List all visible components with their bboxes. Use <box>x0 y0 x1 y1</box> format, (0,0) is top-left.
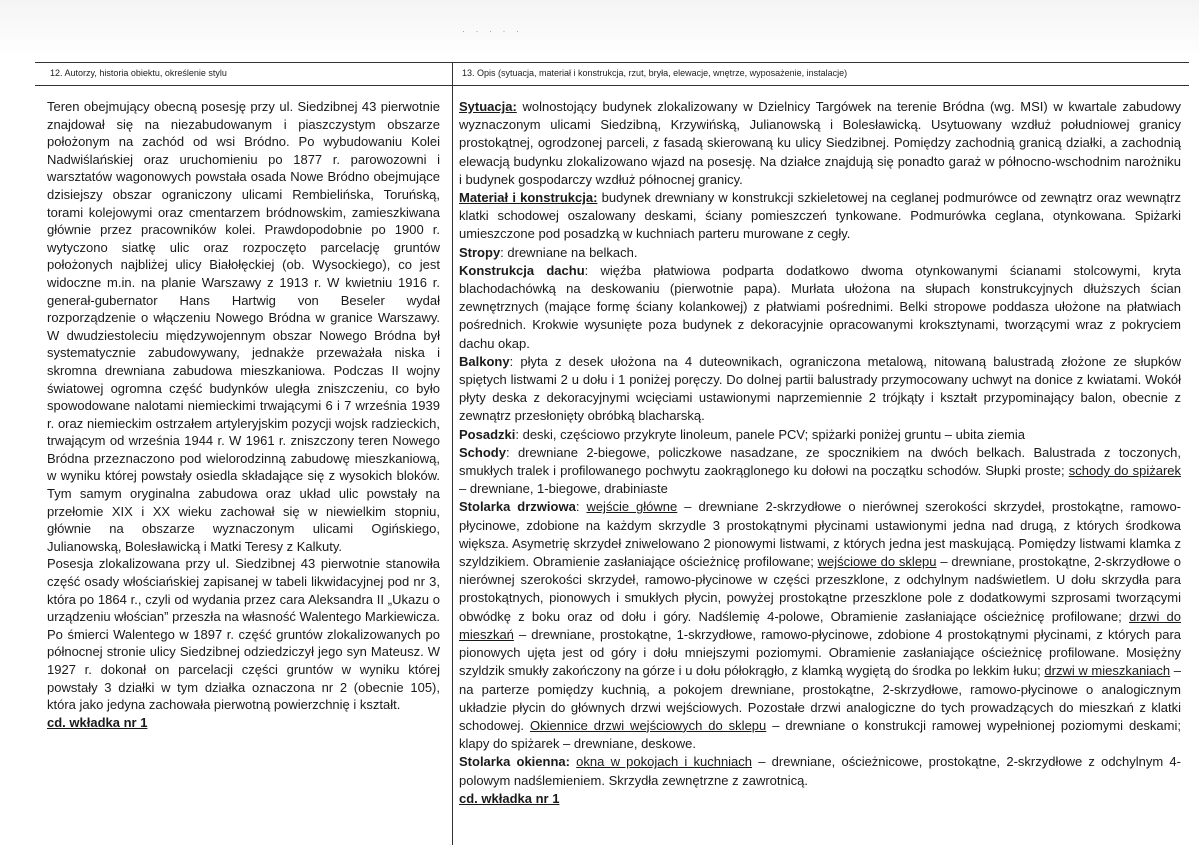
section-material-label: Materiał i konstrukcja: <box>459 190 598 206</box>
section-schody-text-b: – drewniane, 1-biegowe, drabiniaste <box>459 481 668 497</box>
section-posadzki <box>459 426 1181 444</box>
scan-artifact: · · · · · <box>462 26 523 36</box>
section-schody-underlined: schody do spiżarek <box>1068 463 1182 479</box>
section-okna-underlined: okna w pokojach i kuchniach <box>576 754 753 770</box>
description-continued-note: cd. wkładka nr 1 <box>459 790 560 806</box>
section-drzwi-underlined-4: drzwi w mieszkaniach <box>1044 663 1171 679</box>
section-balkony-text: : płyta z desek ułożona na 4 duteownikach, ograniczona metalową, nitowaną balustradą złożone ze słupków spiętych listwami 2 u dołu i 1 poniżej poręczy. Do dolnej partii balustrady przymocowany uchwyt na donice z kwiatami. Wokół płyty deska z dekoracyjnymi wcięciami ustawionymi naprzemiennie 2 trójkąty i kształt przypominający balon, obecnie z zewnątrz przesłonięty obróbką blacharską. <box>459 353 1181 424</box>
scan-top-shading <box>0 0 1199 60</box>
section-balkony-label: Balkony <box>459 353 510 369</box>
section-dach-text: : więźba płatwiowa podparta dodatkowo dwoma otynkowanymi ścianami stolcowymi, kryta blachodachówką na deskowaniu (pierwotnie papa). Murłata ułożona na słupach konstrukcyjnych dłuższych ścian zewnętrznych (mające formę ściany kolankowej) z płatwiami pośrednimi. Belki stropowe poddasza ułożone na płatwiach pośrednich. Krokwie wysunięte poza budynek z dekoracyjnie opracowanymi kroksztynami, tworzącymi wraz z pokryciem dachu okap. <box>459 262 1181 351</box>
section-drzwi-underlined-2: wejściowe do sklepu <box>817 554 937 570</box>
section-drzwi-text-d: – drewniane, prostokątne, 1-skrzydłowe, ramowo-płycinowe, zdobione 4 prostokątnymi płycinami, z których para pionowych ujęta jest od góry i dołu mniejszymi poziomymi. Obramienie zasłaniające ościeżnicę profilowane. Mosiężny szyldzik smukły zakończony na górze i u dołu półokrągło, z klamką wygiętą do środka po lekkim łuku; <box>459 626 1181 679</box>
section-posadzki-label: Posadzki <box>459 426 516 442</box>
section-drzwi-text-c: – drewniane, prostokątne, 2-skrzydłowe o nierównej szerokości skrzydeł, ramowo-płycinowe w części przeszklone, z odchylnym nadświetlem. U dołu skrzydła para prostokątnych, pionowych i smukłych płycin, powyżej prostokątne przeszklone pole z dodatkowymi szprosami tworzącymi obwódkę z boku oraz od dołu i góry. Nadślemię 4-polowe, Obramienie zasłaniające ościeżnicę profilowane; <box>459 554 1181 624</box>
section-schody <box>459 444 1181 499</box>
section-drzwi-text-b: – drewniane 2-skrzydłowe o nierównej szerokości skrzydeł, prostokątne, ramowo-płycinowe, zdobione na każdym skrzydle 3 prostokątnymi płycinami ustawionymi jedna nad drugą, z których środkowa większa. Asymetrię skrzydeł zniwelowano 2 pionowymi listwami, z których jedna jest maskującą. Pomiędzy listwami klamka z szyldzikiem. Obramienie zasłaniające ościeżnicę profilowane; <box>459 499 1182 570</box>
section-dach <box>459 262 1181 353</box>
section-dach-label: Konstrukcja dachu <box>459 262 585 278</box>
section-drzwi-text-f: – drewniane o konstrukcji ramowej wypełnionej poziomymi deskami; klapy do spiżarek – drewniane, deskowe. <box>459 717 1181 752</box>
section-drzwi-text-e: – na parterze pomiędzy kuchnią, a pokojem drewniane, prostokątne, 2-skrzydłowe, ramowo-płycinowe o analogicznym układzie płycin do głównych drzwi wejściowych. Pozostałe drzwi analogiczne do tych prowadzących do mieszkań z klatki schodowej. <box>459 663 1182 733</box>
section-schody-text-a: : drewniane 2-biegowe, policzkowe nasadzane, ze spocznikiem na dwóch belkach. Balustrada z toczonych, smukłych tralek i profilowanego pochwytu zaokrąglonego ku dołowi na początku schodów. Słupki proste; <box>459 444 1181 479</box>
history-column <box>35 63 453 845</box>
description-column-header: 13. Opis (sytuacja, materiał i konstrukcja, rzut, bryła, elewacje, wnętrze, wyposażenie, instalacje) <box>453 63 1189 86</box>
section-posadzki-text: : deski, częściowo przykryte linoleum, panele PCV; spiżarki poniżej gruntu – ubita ziemia <box>515 426 1025 442</box>
section-drzwi-underlined-3: drzwi do mieszkań <box>459 608 1181 642</box>
history-paragraph-1: Teren obejmujący obecną posesję przy ul. Siedzibnej 43 pierwotnie znajdował się na niezabudowanym i piaszczystym obszarze położonym na zachód od wsi Bródno. Po wybudowaniu Kolei Nadwiślańskiej oraz uruchomieniu po 1877 r. parowozowni i warsztatów wagonowych powstała osada Nowe Bródno obejmujące dzisiejszy obszar ograniczony ulicami Rembielińska, Toruńską, torami kolejowymi oraz cmentarzem bródnowskim, zamieszkiwana głównie przez pracowników kolei. Prawdopodobnie po 1900 r. wytyczono siatkę ulic oraz rozpoczęto parcelację gruntów położonych najbliżej ulicy Białołęckiej (ob. Wysockiego), co jest widoczne m.in. na planie Warszawy z 1913 r. W kwietniu 1916 r. generał-gubernator Hans Hartwig von Beseler wydał rozporządzenie o włączeniu Nowego Bródna w granice Warszawy. W dwudziestoleciu międzywojennym obszar Nowego Bródna był systematycznie zabudowywany, jednakże przeważała niska i skromna drewniana zabudowa mieszkaniowa. Podczas II wojny światowej ogromna część budynków uległa zniszczeniu, co było spowodowane nalotami niemieckimi trwającymi 6 i 7 września 1939 r. oraz niemieckim ostrzałem artyleryjskim pozycji wojsk radzieckich, trwającym od września 1944 r. W 1961 r. zniszczony teren Nowego Bródna przeznaczono pod wielorodzinną zabudowę mieszkaniową, w wyniku której powstały osiedla składające się z wysokich bloków. Tym samym oryginalna zabudowa oraz układ ulic powstały na przełomie XIX i XX wieku zachował się w niewielkim stopniu, głównie na obszarze wyznaczonym ulicami Ogińskiego, Julianowską, Bolesławicką i Matki Teresy z Kalkuty. <box>47 99 440 554</box>
section-drzwi-text-a: : <box>575 499 587 515</box>
section-stropy-text: : drewniane na belkach. <box>500 244 638 260</box>
section-drzwi-label: Stolarka drzwiowa <box>459 499 576 515</box>
history-paragraph-2: Posesja zlokalizowana przy ul. Siedzibnej 43 pierwotnie stanowiła część osady włościańskiej zapisanej w tabeli likwidacyjnej pod nr 3, która po 1864 r., czyli od wydania przez cara Aleksandra II „Ukazu o urządzeniu włościan” przeszła na własność Walentego Markiewicza. Po śmierci Walentego w 1897 r. część gruntów zlokalizowanych po północnej stronie ulicy Siedzibnej odziedziczył jego syn Mateusz. W 1927 r. dokonał on parcelacji części gruntów w wyniku której powstały 3 działki w tym działka oznaczona nr 2 (obecnie 105), która jako jedyna zachowała pierwotną powierzchnię i kształt. <box>47 556 440 713</box>
section-schody-label: Schody <box>459 444 506 460</box>
description-text <box>459 98 1181 808</box>
history-column-header: 12. Autorzy, historia obiektu, określenie stylu <box>35 63 452 86</box>
section-sytuacja <box>459 98 1181 189</box>
section-material <box>459 189 1181 244</box>
description-column <box>453 63 1189 845</box>
section-okna-label: Stolarka okienna: <box>459 754 570 770</box>
section-material-text: budynek drewniany w konstrukcji szkieletowej na ceglanej podmurówce od zewnątrz oraz wewnątrz klatki schodowej oszalowany deskami, ściany pomieszczeń tynkowane. Podmurówka ceglana, otynkowana. Spiżarki umieszczone pod posadzką w kuchniach parteru murowane z cegły. <box>459 190 1181 242</box>
section-drzwi <box>459 498 1181 753</box>
section-drzwi-underlined-5: Okiennice drzwi wejściowych do sklepu <box>530 717 767 733</box>
section-stropy-label: Stropy <box>459 244 501 260</box>
section-drzwi-underlined-1: wejście główne <box>586 499 678 515</box>
form-table <box>35 62 1189 845</box>
section-stropy <box>459 244 1181 262</box>
section-balkony <box>459 353 1181 426</box>
section-okna <box>459 753 1181 789</box>
section-sytuacja-label: Sytuacja: <box>459 99 517 114</box>
section-sytuacja-text: wolnostojący budynek zlokalizowany w Dzielnicy Targówek na terenie Bródna (wg. MSI) w kwartale zabudowy wyznaczonym ulicami Siedzibną, Krzywińską, Julianowską i Bolesławicką. Usytuowany wzdłuż południowej granicy prostokątnej, ogrodzonej parceli, z fasadą skierowaną ku ulicy Siedzibnej. Pomiędzy zachodnią granicą działki, a zachodnią elewacją budynku zlokalizowano wjazd na posesję. Na działce znajdują się ponadto garaż w północno-wschodnim narożniku i budynek gospodarczy wzdłuż północnej granicy. <box>459 99 1181 187</box>
history-text <box>47 98 440 732</box>
section-okna-text-b: – drewniane, ościeżnicowe, prostokątne, 2-skrzydłowe z odchylnym 4-polowym nadślemieniem. Skrzydła zewnętrzne z zawrotnicą. <box>459 754 1181 788</box>
history-continued-note: cd. wkładka nr 1 <box>47 714 148 730</box>
